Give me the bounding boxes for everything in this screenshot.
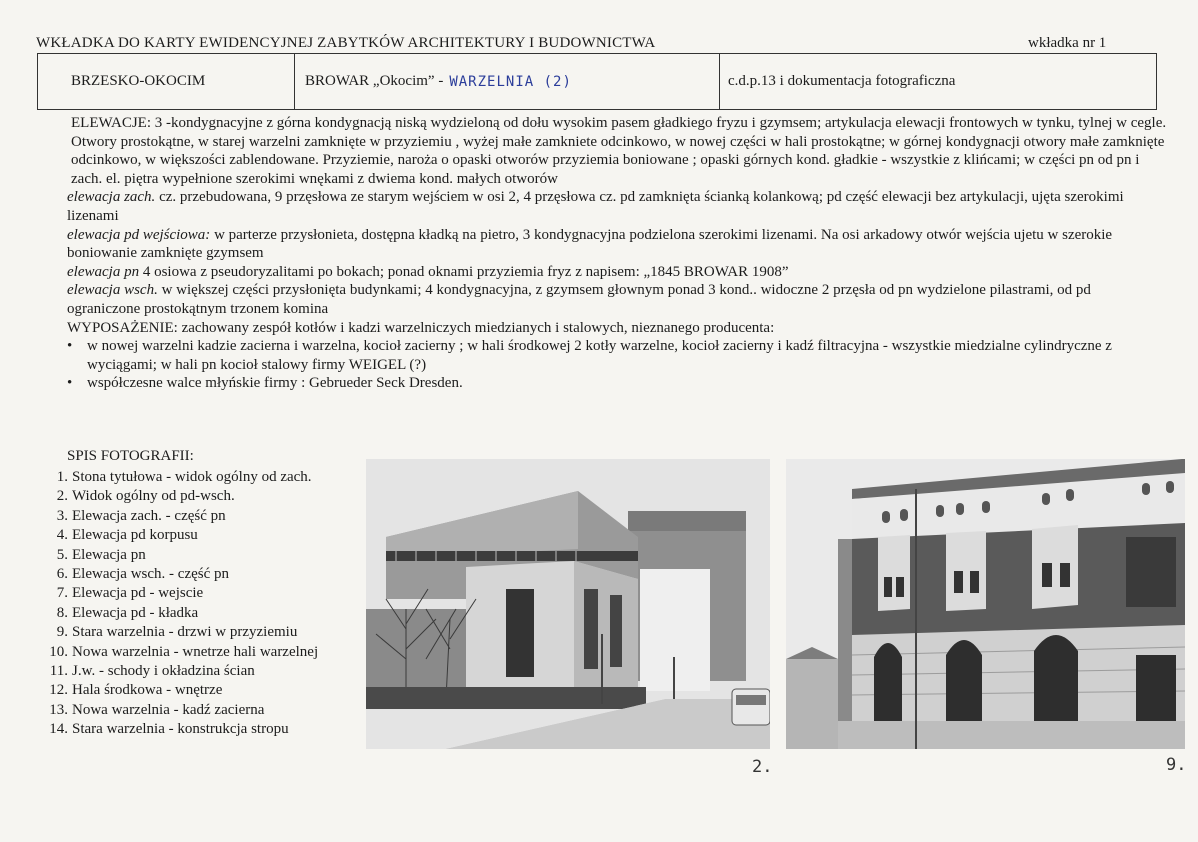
photo-number-annotation: 9. xyxy=(1166,755,1187,775)
item-number: 5. xyxy=(56,546,68,563)
east-elevation-label: elewacja wsch. xyxy=(67,282,158,299)
photo-list-item xyxy=(36,662,318,681)
photo-list-item xyxy=(36,720,318,739)
south-elevation-text: w parterze przysłonieta, dostępna kładką na pietro, 3 kondygnacyjna podzielona szerokimi lizenami. Na osi arkadowy otwór wejścia ujetu w szerokie boniowanie zamknięte gzymsem xyxy=(67,226,1113,262)
item-number: 12. xyxy=(49,682,68,699)
photo-number-annotation: 2. xyxy=(752,757,773,777)
north-elevation-label: elewacja pn xyxy=(67,263,140,280)
item-number: 6. xyxy=(56,566,68,583)
document-title: WKŁADKA DO KARTY EWIDENCYJNEJ ZABYTKÓW ARCHITEKTURY I BUDOWNICTWA xyxy=(36,35,656,51)
item-text: Elewacja zach. - część pn xyxy=(72,507,226,524)
photo-list-item xyxy=(36,701,318,720)
equipment-heading: WYPOSAŻENIE: zachowany zespół kotłów i kadzi warzelniczych miedzianych i stalowych, nieznanego producenta: xyxy=(67,319,775,336)
equipment-item: • w nowej warzelni kadzie zacierna i warzelna, kocioł zacierny ; w hali środkowej 2 kotły warzelne, kocioł zacierny i kadź filtracyjna - wszystkie miedzialne cylindryczne z wyciągami; w hali pn kocioł stalowy firmy WEIGEL (?) xyxy=(85,337,1167,374)
photo-list-item xyxy=(36,604,318,623)
item-number: 8. xyxy=(56,604,68,621)
location-cell xyxy=(38,54,295,109)
equipment-list xyxy=(67,337,1167,393)
west-elevation-text: cz. przebudowana, 9 przęsłowa ze starym wejściem w osi 2, 4 przęsłowa cz. pd zamknięta ścianką kolankową; pd część elewacji bez artykulacji, ujęta szerokimi lizenami xyxy=(67,189,1124,224)
object-text: BROWAR „Okocim” - xyxy=(305,73,444,89)
photo-list-item xyxy=(36,584,318,603)
item-text: Hala środkowa - wnętrze xyxy=(72,682,223,699)
item-number: 10. xyxy=(49,643,68,660)
location-text: BRZESKO-OKOCIM xyxy=(71,73,206,89)
item-text: Elewacja wsch. - część pn xyxy=(72,566,230,583)
south-elevation-label: elewacja pd wejściowa: xyxy=(67,226,211,243)
description-block xyxy=(67,114,1167,393)
east-elevation-paragraph xyxy=(67,281,1167,318)
item-number: 2. xyxy=(56,488,68,505)
item-text: Elewacja pd - wejscie xyxy=(72,585,204,602)
photo-list-item xyxy=(36,681,318,700)
item-text: Stara warzelnia - drzwi w przyziemiu xyxy=(72,624,298,641)
photo-list-item xyxy=(36,643,318,662)
south-elevation-paragraph xyxy=(67,226,1167,263)
item-number: 3. xyxy=(56,507,68,524)
photo-list xyxy=(36,468,318,740)
item-number: 4. xyxy=(56,527,68,544)
item-text: Stara warzelnia - konstrukcja stropu xyxy=(72,721,289,738)
reference-text: c.d.p.13 i dokumentacja fotograficzna xyxy=(728,73,956,89)
item-number: 1. xyxy=(56,469,68,485)
photo-list-item xyxy=(36,565,318,584)
item-text: Stona tytułowa - widok ogólny od zach. xyxy=(72,469,312,485)
item-text: Widok ogólny od pd-wsch. xyxy=(72,488,235,505)
photo-list-item xyxy=(36,507,318,526)
photo-list-item xyxy=(36,468,318,487)
item-text: Nowa warzelnia - kadź zacierna xyxy=(72,701,265,718)
item-text: Elewacja pd - kładka xyxy=(72,604,199,621)
photo-list-item xyxy=(36,526,318,545)
item-text: Elewacja pd korpusu xyxy=(72,527,198,544)
insert-number: wkładka nr 1 xyxy=(1028,35,1107,51)
info-table xyxy=(37,53,1157,110)
north-elevation-text: 4 osiowa z pseudoryzalitami po bokach; ponad oknami przyziemia fryz z napisem: „1845 BROWAR 1908” xyxy=(139,263,789,280)
west-elevation-label: elewacja zach. xyxy=(67,189,156,206)
elevations-paragraph: ELEWACJE: 3 -kondygnacyjne z górna kondygnacją niską wydzieloną od dołu wysokim pasem gładkiego fryzu i gzymsem; artykulacja elewacji frontowych w tynku, tylnej w cegle. Otwory prostokątne, w starej warzelni zamknięte w przyziemiu , wyżej małe zamkniete odcinkowo, w nowej części w hali prostokątne; w górnej kondygnacji otwory małe zamknięte odcinkowo, w większości zablendowane. Przyziemie, naroża o opaski otworów przyziemia boniowane ; opaski górnych kond. gładkie - wszystkie z klińcami; w części pn od pn i zach. el. piętra wypełnione szerokimi wnękami z dwiema kond. małych otworów xyxy=(71,115,1167,187)
item-number: 11. xyxy=(49,663,68,680)
object-cell xyxy=(295,54,720,109)
photo-old-brewhouse-facade xyxy=(786,459,1185,749)
photo-list-item xyxy=(36,546,318,565)
item-text: J.w. - schody i okładzina ścian xyxy=(72,663,255,680)
item-number: 7. xyxy=(56,585,68,602)
equipment-item: • współczesne walce młyńskie firmy : Gebrueder Seck Dresden. xyxy=(85,374,1167,393)
reference-cell xyxy=(720,54,1156,109)
photo-list-item xyxy=(36,487,318,506)
item-text: Nowa warzelnia - wnetrze hali warzelnej xyxy=(72,643,319,660)
photo-list-item xyxy=(36,623,318,642)
item-number: 13. xyxy=(49,701,68,718)
west-elevation-paragraph xyxy=(67,188,1167,225)
east-elevation-text: w większej części przysłonięta budynkami; 4 kondygnacyjna, z gzymsem głownym ponad 3 kond.. widoczne 2 przęsła od pn wydzielone pilastrami, od pd ograniczone prostokątnym trzonem komina xyxy=(67,282,1091,317)
item-text: Elewacja pn xyxy=(72,546,146,563)
north-elevation-paragraph xyxy=(67,263,1167,282)
photo-brewhouse-south-east xyxy=(366,459,770,749)
photo-list-title: SPIS FOTOGRAFII: xyxy=(67,448,194,464)
item-number: 9. xyxy=(56,624,68,641)
item-number: 14. xyxy=(49,721,68,738)
handwritten-annotation: WARZELNIA (2) xyxy=(449,73,572,90)
